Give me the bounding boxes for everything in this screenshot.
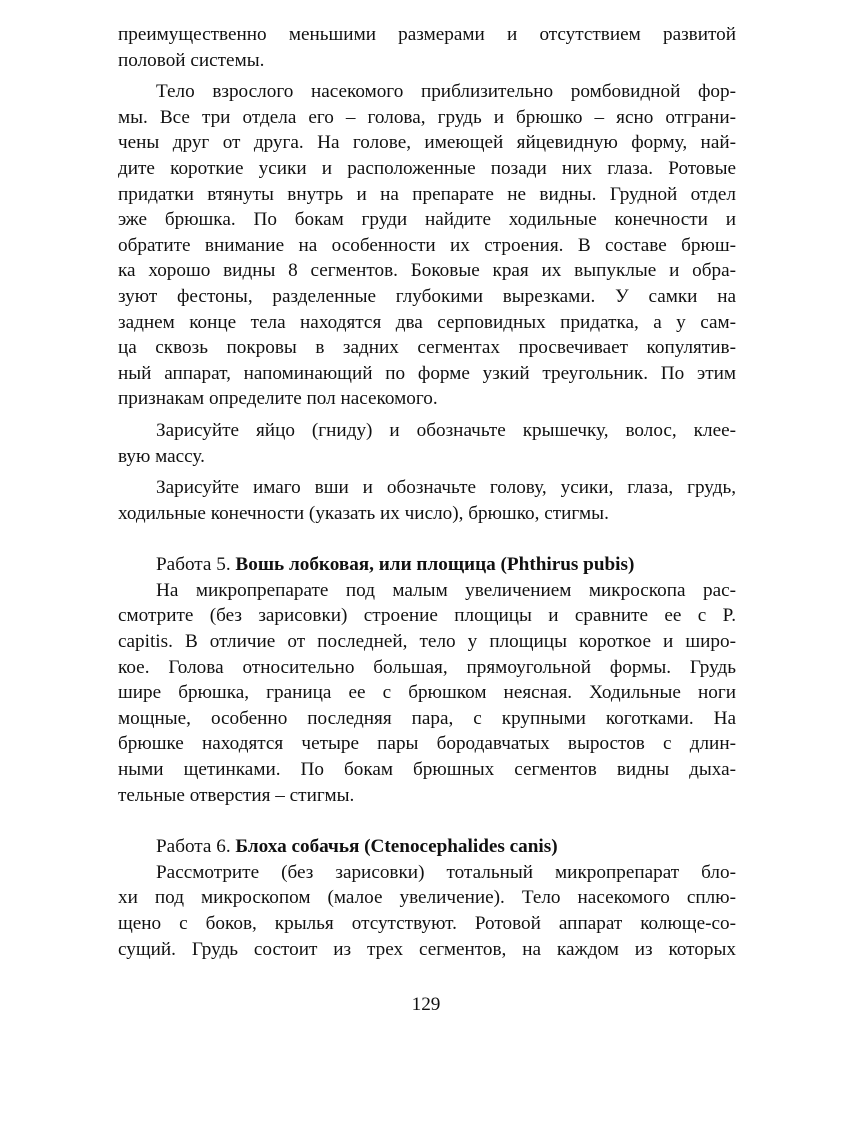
text-line: ными щетинками. По бокам брюшных сегментов видны дыха- bbox=[118, 759, 736, 781]
section-work-6 bbox=[118, 834, 736, 962]
heading-prefix: Работа 5. bbox=[156, 554, 236, 576]
text-line: сущий. Грудь состоит из трех сегментов, на каждом из которых bbox=[118, 938, 736, 960]
text-line: признакам определите пол насекомого. bbox=[118, 388, 438, 410]
text-line: кое. Голова относительно большая, прямоугольной формы. Грудь bbox=[118, 656, 736, 678]
text-line: ный аппарат, напоминающий по форме узкий треугольник. По этим bbox=[118, 362, 736, 384]
text-line: Тело взрослого насекомого приблизительно ромбовидной фор- bbox=[156, 81, 736, 103]
text-line: эже брюшка. По бокам груди найдите ходильные конечности и bbox=[118, 209, 736, 231]
section-heading-work-5 bbox=[118, 552, 736, 578]
text-line: чены друг от друга. На голове, имеющей яйцевидную форму, най- bbox=[118, 132, 736, 154]
text-line: ходильные конечности (указать их число), брюшко, стигмы. bbox=[118, 502, 609, 524]
text-line: ца сквозь покровы в задних сегментах просвечивает копулятив- bbox=[118, 337, 736, 359]
text-line: ка хорошо видны 8 сегментов. Боковые края их выпуклые и обра- bbox=[118, 260, 736, 282]
text-line: преимущественно меньшими размерами и отсутствием развитой bbox=[118, 24, 736, 45]
text-line: мы. Все три отдела его – голова, грудь и брюшко – ясно отграни- bbox=[118, 106, 736, 128]
text-line: смотрите (без зарисовки) строение площицы и сравните ее с P. bbox=[118, 605, 736, 627]
text-line: Зарисуйте яйцо (гниду) и обозначьте крышечку, волос, клее- bbox=[156, 419, 736, 441]
text-line: щено с боков, крылья отсутствуют. Ротовой аппарат колюще-со- bbox=[118, 913, 736, 934]
text-line: шире брюшка, граница ее с брюшком неясная. Ходильные ноги bbox=[118, 682, 736, 704]
paragraph-imago-drawing bbox=[118, 475, 736, 526]
paragraph-continuation bbox=[118, 22, 736, 73]
text-line: половой системы. bbox=[118, 49, 265, 71]
text-column bbox=[118, 22, 736, 968]
heading-title: Блоха собачья (Ctenocephalides canis) bbox=[235, 836, 558, 858]
text-line: Рассмотрите (без зарисовки) тотальный микропрепарат бло- bbox=[156, 861, 736, 883]
text-line: брюшке находятся четыре пары бородавчатых выростов с длин- bbox=[118, 733, 736, 755]
text-line: зуют фестоны, разделенные глубокими вырезками. У самки на bbox=[118, 285, 736, 307]
text-line: обратите внимание на особенности их строения. В составе брюш- bbox=[118, 234, 736, 256]
paragraph-body-description bbox=[118, 79, 736, 412]
text-line: вую массу. bbox=[118, 445, 205, 467]
text-line: тельные отверстия – стигмы. bbox=[118, 784, 355, 806]
text-line: хи под микроскопом (малое увеличение). Тело насекомого сплю- bbox=[118, 887, 736, 909]
heading-title: Вошь лобковая, или площица (Phthirus pubis) bbox=[235, 554, 635, 576]
text-line: придатки втянуты внутрь и на препарате не видны. Грудной отдел bbox=[118, 183, 736, 205]
section-heading-work-6 bbox=[118, 834, 736, 860]
text-line: заднем конце тела находятся два серповидных придатка, а у сам- bbox=[118, 311, 736, 333]
text-line: дите короткие усики и расположенные позади них глаза. Ротовые bbox=[118, 157, 736, 179]
paragraph-egg-drawing bbox=[118, 418, 736, 469]
text-line: мощные, особенно последняя пара, с крупными коготками. На bbox=[118, 707, 736, 729]
heading-prefix: Работа 6. bbox=[156, 836, 236, 858]
page-number: 129 bbox=[411, 994, 441, 1015]
section-work-5 bbox=[118, 552, 736, 808]
text-line: capitis. В отличие от последней, тело у площицы короткое и широ- bbox=[118, 631, 736, 653]
text-line: На микропрепарате под малым увеличением микроскопа рас- bbox=[156, 579, 736, 601]
text-line: Зарисуйте имаго вши и обозначьте голову, усики, глаза, грудь, bbox=[156, 477, 736, 499]
